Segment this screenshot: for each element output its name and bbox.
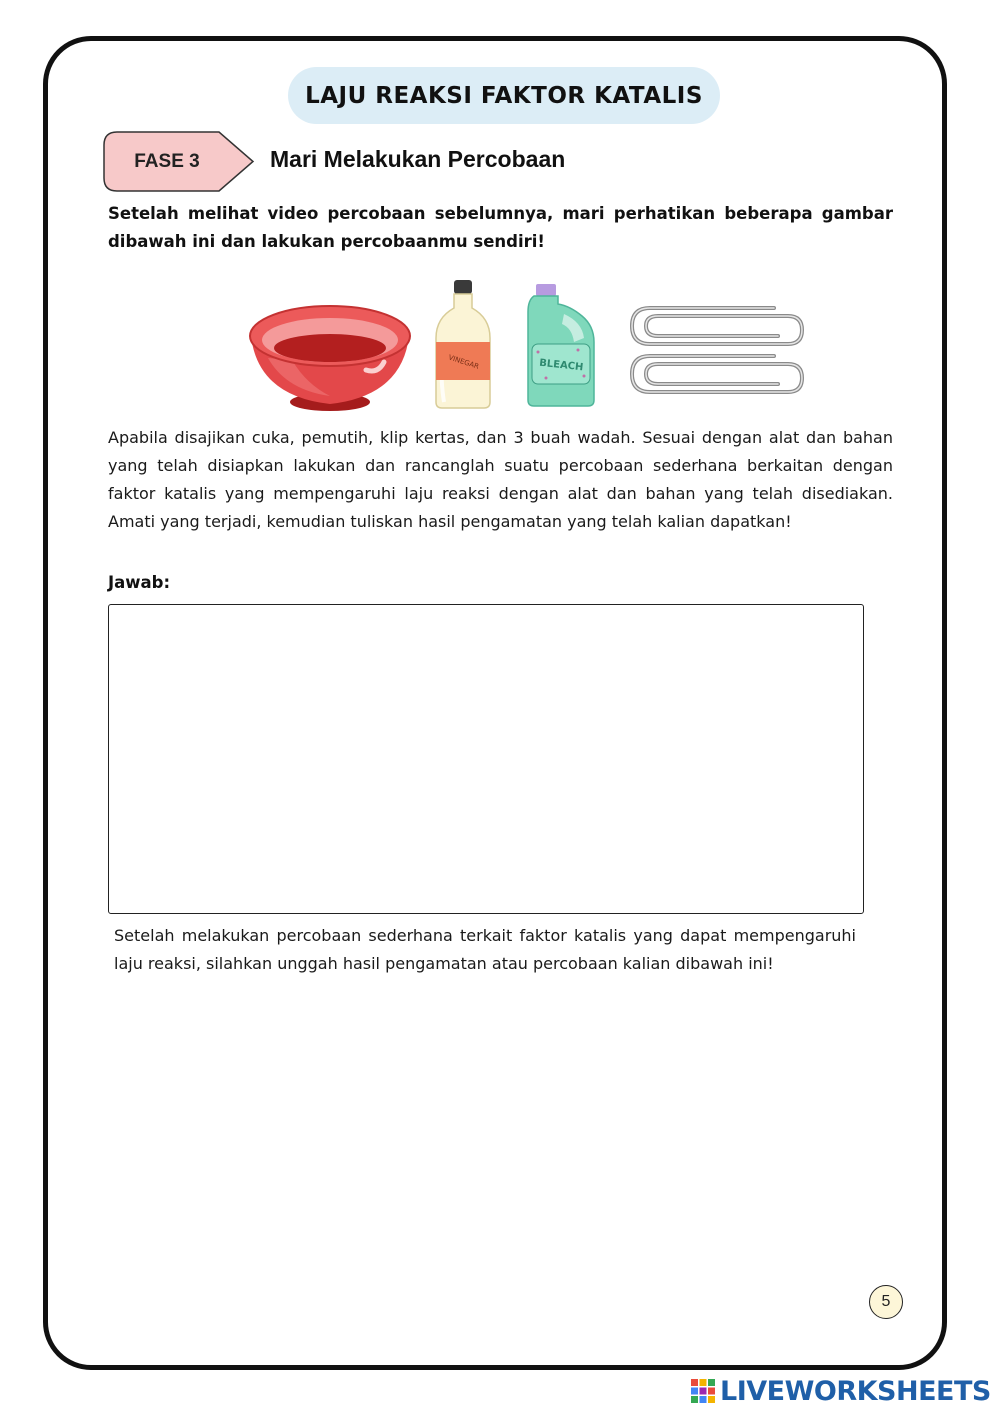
answer-input[interactable] [108,604,864,914]
bowl-illustration [246,300,414,416]
phase-heading: Mari Melakukan Percobaan [270,146,566,172]
instructions-text: Apabila disajikan cuka, pemutih, klip kertas, dan 3 buah wadah. Sesuai dengan alat dan bahan yang telah disiapkan lakukan dan rancanglah suatu percobaan sederhana berkaitan dengan faktor katalis yang mempengaruhi laju reaksi dengan alat dan bahan yang telah disediakan. Amati yang terjadi, kemudian tuliskan hasil pengamatan yang telah kalian dapatkan! [108,428,893,531]
answer-label: Jawab: [108,573,171,592]
vinegar-label: VINEGAR [447,353,480,371]
bleach-label: BLEACH [538,357,584,374]
page-title-text: LAJU REAKSI FAKTOR KATALIS [305,82,703,109]
brand-name: LIVEWORKSHEETS [720,1375,991,1407]
phase-badge [103,131,255,192]
brand-grid-icon [690,1378,716,1404]
intro-text: Setelah melihat video percobaan sebelumnya, mari perhatikan beberapa gambar dibawah ini dan lakukan percobaanmu sendiri! [108,204,893,251]
upload-instructions-text: Setelah melakukan percobaan sederhana terkait faktor katalis yang dapat mempengaruhi laju reaksi, silahkan unggah hasil pengamatan atau percobaan kalian dibawah ini! [114,926,856,973]
illustrations [240,272,820,420]
page-number: 5 [869,1285,903,1319]
bleach-bottle-illustration [526,282,598,408]
vinegar-bottle-illustration [432,278,494,412]
brand-logo [690,1374,991,1408]
paper-clips-illustration [628,302,808,400]
phase-label: FASE 3 [134,150,200,172]
page-title [288,67,720,124]
